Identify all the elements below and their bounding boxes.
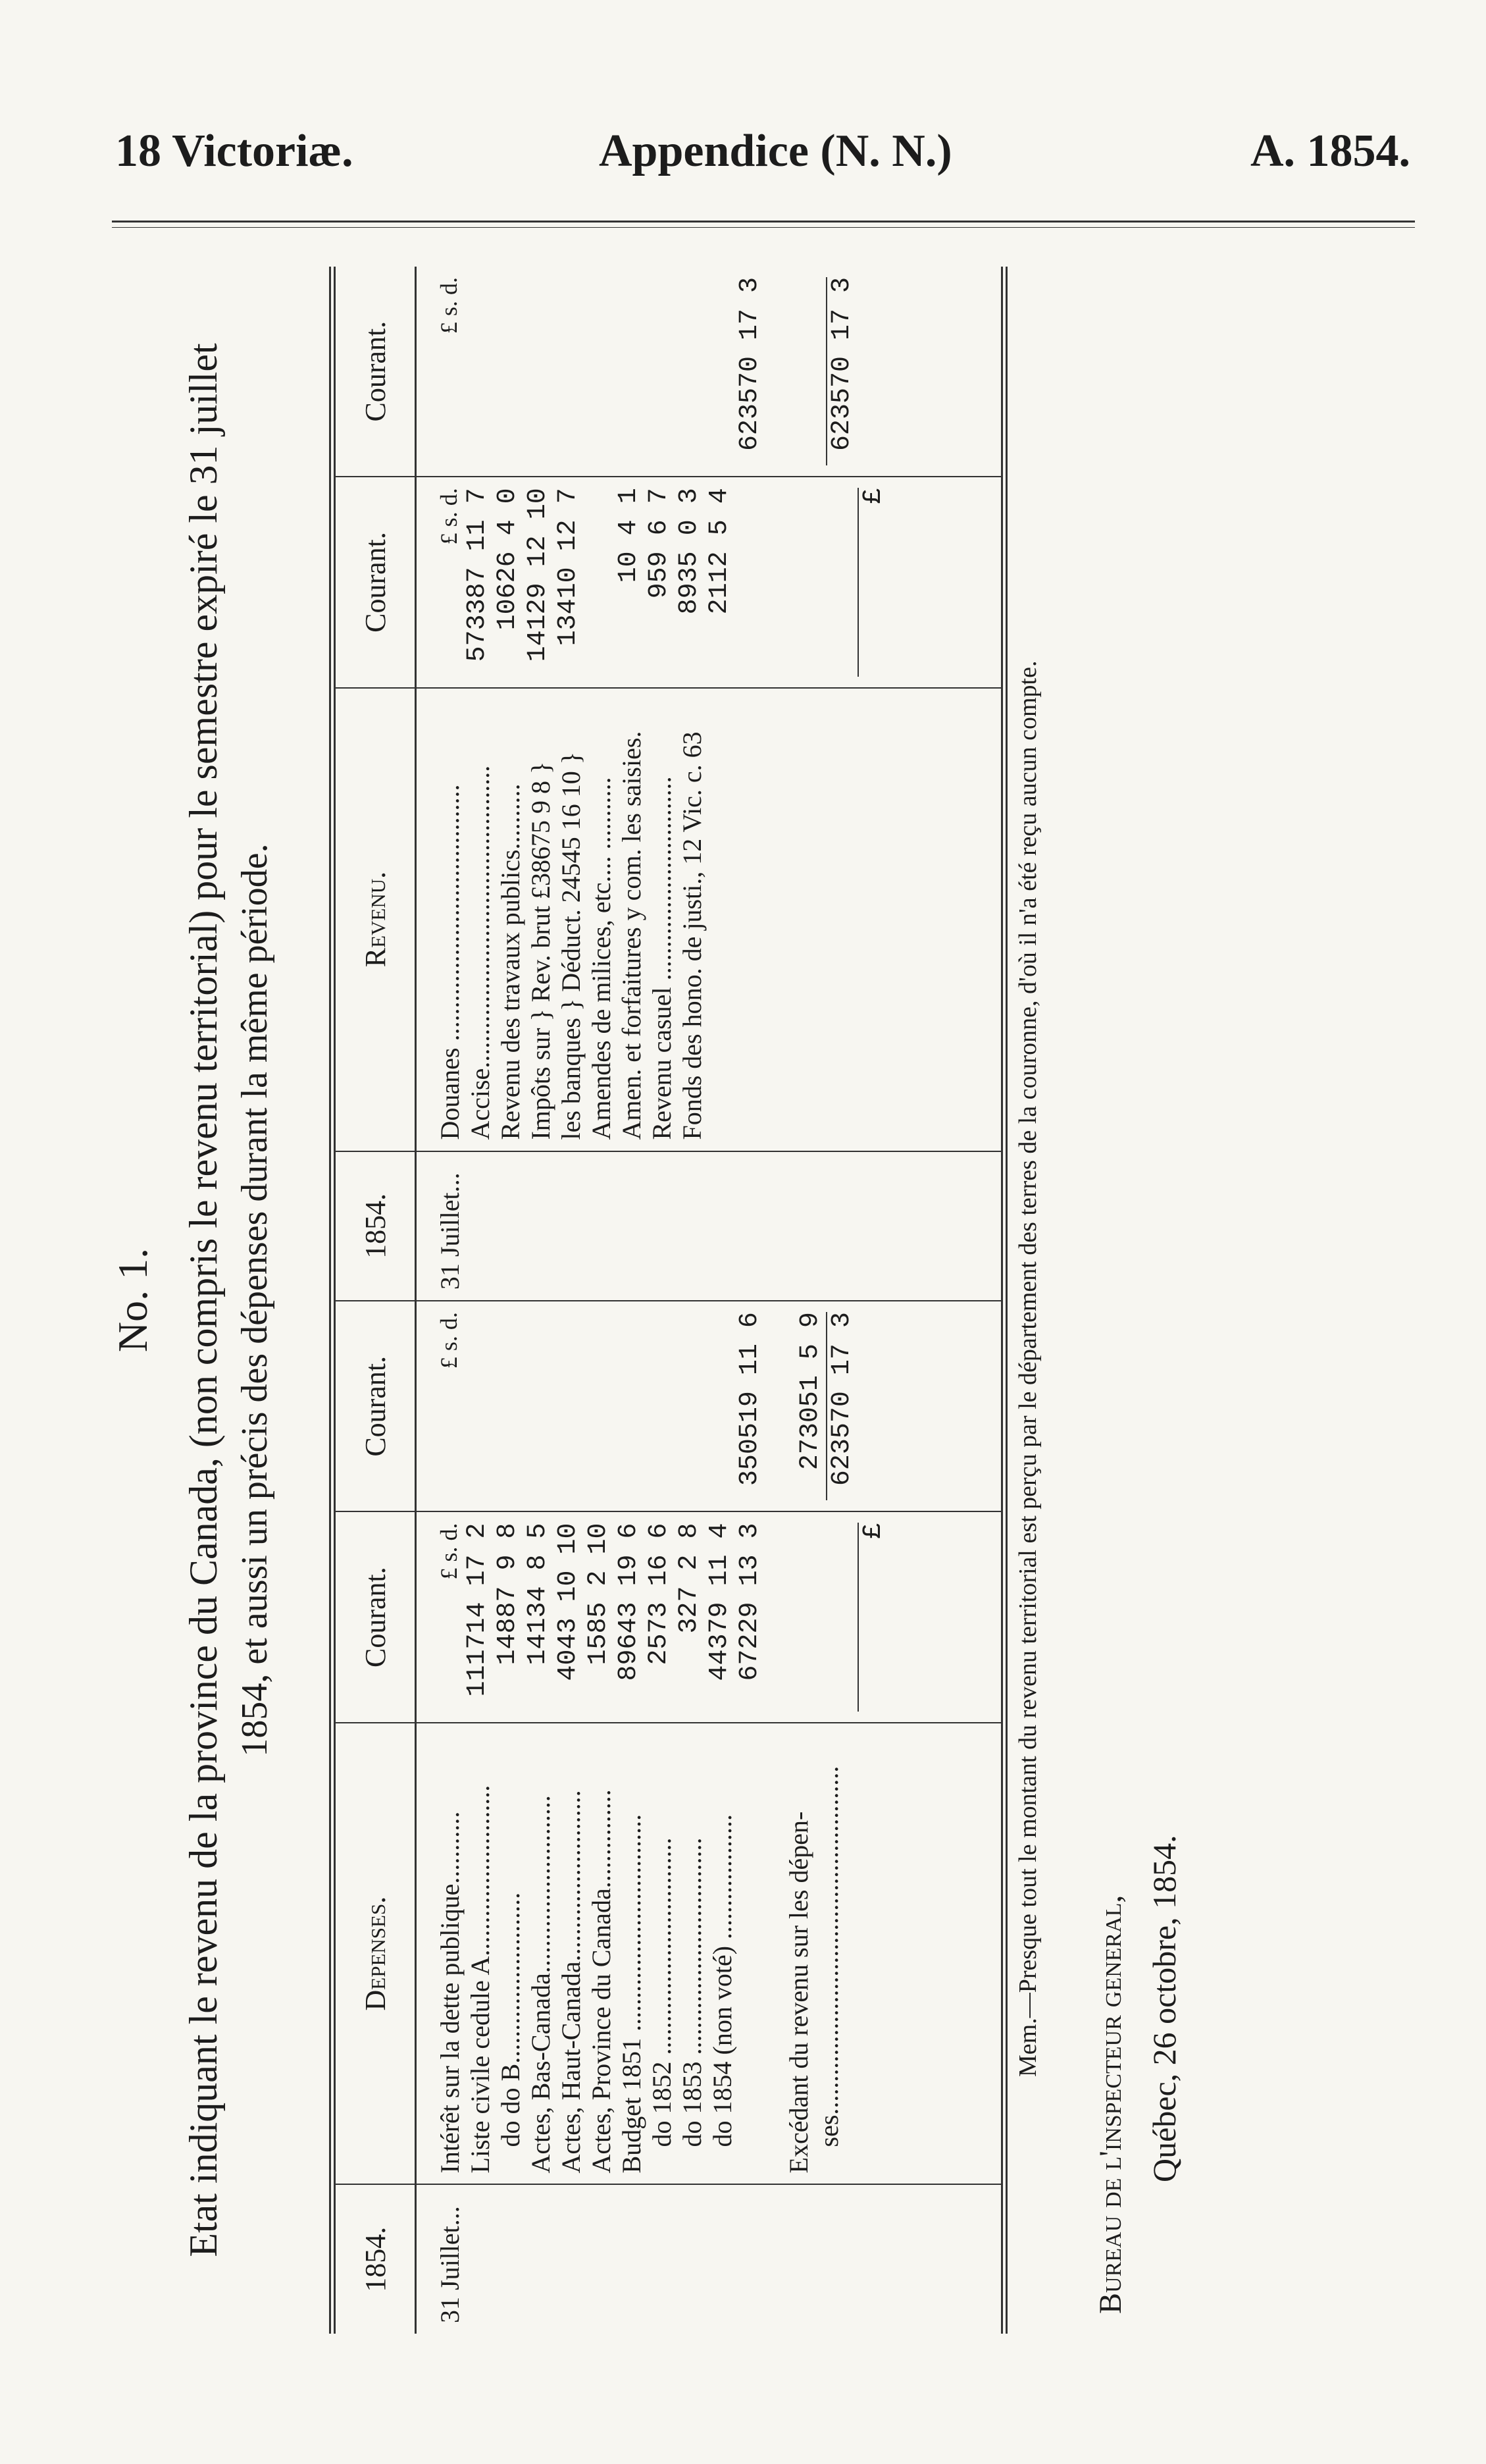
depense-label: do 1852 ................................. (647, 1837, 677, 2147)
depense-label: Budget 1851 ................................. (617, 1814, 646, 2174)
depense-label: Actes, Haut-Canada.......................... (556, 1790, 586, 2174)
depense-amount: 89643 19 6 (614, 1523, 644, 1681)
depense-amount: 2573 16 6 (644, 1523, 674, 1665)
revenu-label: Revenu des travaux publics.......... (496, 783, 525, 1140)
revenu-label: les banques } Déduct. 24545 16 10 } (556, 752, 586, 1140)
date-label: 31 Juillet... (435, 2206, 465, 2323)
revenu-amount: 10 4 1 (614, 488, 644, 583)
header-right: A. 1854. (1250, 126, 1411, 176)
revenu-amount: 959 6 7 (644, 488, 674, 599)
depenses-totals (416, 1301, 1005, 1511)
depense-amount: 67229 13 3 (735, 1523, 765, 1681)
depense-label: Liste civile cedule A.......................... (465, 1785, 495, 2174)
title-line-2: 1854, et aussi un précis des dépenses durant la même période. (234, 843, 275, 1757)
header-left: 18 Victoriæ. (115, 126, 353, 176)
date-label: 31 Juillet... (435, 1172, 465, 1290)
excedant-label-2: ses..................................................... (814, 1766, 844, 2147)
depenses-labels (416, 1723, 1005, 2185)
depenses-subtotal: 350519 11 6 (735, 1312, 765, 1486)
excedant-amount: 273051 5 9 (796, 1312, 825, 1471)
depense-label: Actes, Bas-Canada........................... (526, 1795, 555, 2174)
signature-date: Québec, 26 octobre, 1854. (1146, 1835, 1183, 2182)
document-number: No. 1. (109, 1247, 156, 1353)
revenu-subtotal: 623570 17 3 (735, 277, 765, 452)
depense-amount: 4043 10 10 (553, 1523, 583, 1681)
units-header: £ s. d. (436, 1312, 462, 1369)
col-courant-3: Courant. (332, 477, 416, 687)
revenu-label: Amendes de milices, etc.... ........... (586, 777, 616, 1140)
spacer (738, 1734, 784, 2174)
revenu-amount: 573387 11 7 (463, 488, 492, 662)
col-year-2: 1854. (332, 1151, 416, 1301)
depense-label: do 1854 (non voté) ................... (707, 1814, 737, 2147)
total-symbol: £ (858, 1523, 889, 1711)
col-courant-4: Courant. (332, 267, 416, 477)
memo-note: Mem.—Presque tout le montant du revenu territorial est perçu par le département des terres de la couronne, d'où il n'a été reçu aucun compte. (1014, 660, 1042, 2077)
revenu-label: Revenu casuel ............................... (647, 776, 677, 1140)
revenu-label: Fonds des hono. de justi., 12 Vic. c. 63 (677, 731, 707, 1140)
revenu-amount: 2112 5 4 (705, 488, 734, 615)
revenu-label: Douanes ....................................... (435, 784, 465, 1140)
header-center: Appendice (N. N.) (599, 126, 952, 176)
grand-total-left: 623570 17 3 (826, 1312, 858, 1500)
revenu-amounts (416, 477, 1005, 687)
depense-label: do 1853 ................................. (677, 1837, 707, 2147)
revenu-label: Accise.............................................. (465, 765, 495, 1140)
revenu-amount: 8935 0 3 (675, 488, 704, 615)
units-header: £ s. d. (436, 1523, 462, 1580)
revenu-label: Impôts sur } Rev. brut £38675 9 8 } (526, 761, 555, 1140)
col-courant-1: Courant. (332, 1511, 416, 1722)
col-depenses: Depenses. (332, 1723, 416, 2185)
title-line-1: Etat indiquant le revenu de la province du Canada, (non compris le revenu territorial) pour le semestre expiré le 31 juillet (182, 343, 225, 2257)
grand-total-right: 623570 17 3 (826, 277, 858, 465)
date-cell-depenses (416, 2184, 1005, 2334)
depense-amount: 111714 17 2 (463, 1523, 492, 1697)
depenses-amounts (416, 1511, 1005, 1722)
col-year: 1854. (332, 2184, 416, 2334)
revenu-totals (416, 267, 1005, 477)
header-rule-thin (112, 227, 1415, 228)
excedant-label-1: Excédant du revenu sur les dépen- (784, 1811, 813, 2174)
revenu-amount: 13410 12 7 (553, 488, 583, 646)
total-symbol: £ (858, 488, 889, 676)
units-header: £ s. d. (436, 277, 462, 334)
revenu-label: Amen. et forfaitures y com. les saisies. (617, 731, 646, 1140)
rotated-page-content (79, 247, 1382, 2353)
revenu-amount (584, 488, 614, 676)
depense-amount: 14134 8 5 (523, 1523, 553, 1665)
depense-label: Actes, Province du Canada............... (586, 1789, 616, 2174)
header-rule (112, 221, 1415, 223)
col-revenu: Revenu. (332, 688, 416, 1151)
depense-amount: 327 2 8 (675, 1523, 704, 1634)
units-header: £ s. d. (436, 488, 462, 545)
revenu-amount: 14129 12 10 (523, 488, 553, 662)
revenue-expense-table (329, 267, 1008, 2334)
signature-office: Bureau de l'inspecteur general, (1093, 1895, 1128, 2314)
depense-amount: 1585 2 10 (584, 1523, 613, 1665)
depense-amount: 14887 9 8 (493, 1523, 523, 1665)
depense-label: do do B.......................... (496, 1892, 525, 2147)
col-courant-2: Courant. (332, 1301, 416, 1511)
date-cell-revenu (416, 1151, 1005, 1301)
depense-amount: 44379 11 4 (705, 1523, 734, 1681)
depense-label: Intérêt sur la dette publique........... (435, 1811, 465, 2174)
revenu-labels (416, 688, 1005, 1151)
revenu-amount: 10626 4 0 (493, 488, 523, 631)
